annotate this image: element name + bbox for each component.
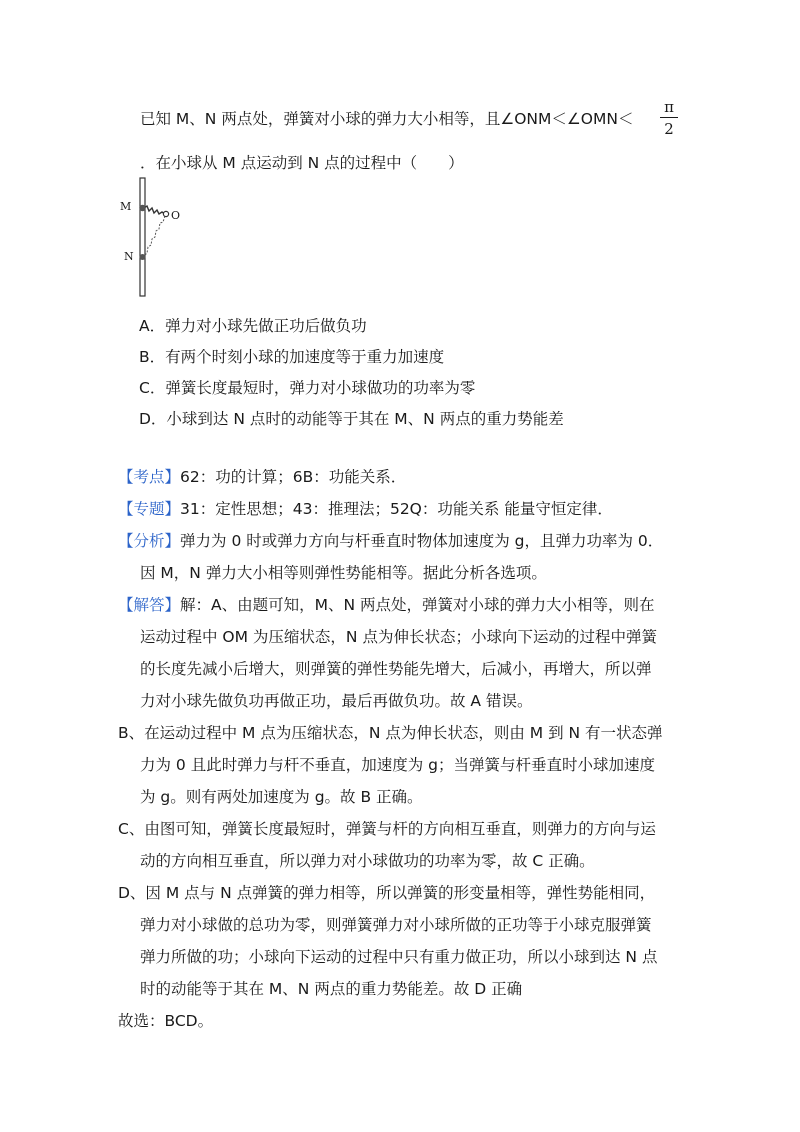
fraction-numerator: π: [660, 97, 678, 118]
pivot-o: [163, 211, 168, 216]
kaodian-tag: 【考点】: [118, 468, 181, 486]
zhuanti-row: [118, 498, 613, 520]
d-line-4: 时的动能等于其在 M、N 两点的重力势能差。故 D 正确: [140, 980, 523, 998]
label-n: N: [124, 250, 134, 263]
answer: 故选：BCD。: [118, 1012, 214, 1030]
jieda-line-1: 解：A、由题可知，M、N 两点处，弹簧对小球的弹力大小相等，则在: [180, 596, 655, 614]
fenxi-row: [118, 530, 663, 552]
question-stem-line-1: 已知 M、N 两点处，弹簧对小球的弹力大小相等，且∠ONM＜∠OMN＜: [140, 110, 634, 128]
ball-at-m: [139, 205, 145, 211]
option-d: D．小球到达 N 点时的动能等于其在 M、N 两点的重力势能差: [139, 410, 564, 428]
jieda-row: [118, 594, 655, 616]
kaodian-text: 62：功的计算；6B：功能关系．: [180, 468, 407, 486]
d-line-3: 弹力所做的功；小球向下运动的过程中只有重力做正功，所以小球到达 N 点: [140, 948, 658, 966]
fenxi-line-2: 因 M，N 弹力大小相等则弹性势能相等。据此分析各选项。: [140, 564, 547, 582]
fraction-denominator: 2: [664, 120, 674, 138]
fenxi-line-1: 弹力为 0 时或弹力方向与杆垂直时物体加速度为 g，且弹力功率为 0．: [180, 532, 664, 550]
ball-at-n: [140, 254, 146, 260]
rod: [140, 178, 145, 296]
spring-rod-figure: [118, 176, 188, 298]
spring-m-o: [144, 206, 165, 214]
fenxi-tag: 【分析】: [118, 532, 181, 550]
jieda-tag: 【解答】: [118, 596, 181, 614]
jieda-line-3: 的长度先减小后增大，则弹簧的弹性势能先增大，后减小，再增大，所以弹: [140, 660, 652, 678]
d-line-1: D、因 M 点与 N 点弹簧的弹力相等，所以弹簧的形变量相等，弹性势能相同，: [118, 884, 656, 902]
kaodian-row: [118, 466, 406, 488]
c-line-2: 动的方向相互垂直，所以弹力对小球做功的功率为零，故 C 正确。: [140, 852, 595, 870]
b-line-2: 力为 0 且此时弹力与杆不垂直，加速度为 g；当弹簧与杆垂直时小球加速度: [140, 756, 655, 774]
zhuanti-tag: 【专题】: [118, 500, 181, 518]
d-line-2: 弹力对小球做的总功为零，则弹簧弹力对小球所做的正功等于小球克服弹簧: [140, 916, 652, 934]
jieda-line-2: 运动过程中 OM 为压缩状态，N 点为伸长状态；小球向下运动的过程中弹簧: [140, 628, 657, 646]
spring-rod-diagram: [118, 176, 188, 298]
b-line-3: 为 g。则有两处加速度为 g。故 B 正确。: [140, 788, 423, 806]
question-stem-line-2: ．在小球从 M 点运动到 N 点的过程中（ ）: [140, 154, 464, 172]
spring-o-n: [144, 216, 165, 256]
label-m: M: [120, 200, 132, 213]
label-o: O: [171, 209, 181, 222]
b-line-1: B、在运动过程中 M 点为压缩状态，N 点为伸长状态，则由 M 到 N 有一状态弹: [118, 724, 663, 742]
jieda-line-4: 力对小球先做负功再做正功，最后再做负功。故 A 错误。: [140, 692, 533, 710]
c-line-1: C、由图可知，弹簧长度最短时，弹簧与杆的方向相互垂直，则弹力的方向与运: [118, 820, 656, 838]
option-c: C．弹簧长度最短时，弹力对小球做功的功率为零: [139, 379, 476, 397]
option-a: A．弹力对小球先做正功后做负功: [139, 317, 367, 335]
option-b: B．有两个时刻小球的加速度等于重力加速度: [139, 348, 445, 366]
pi-over-2-fraction: [660, 97, 678, 138]
zhuanti-text: 31：定性思想；43：推理法；52Q：功能关系 能量守恒定律．: [180, 500, 613, 518]
